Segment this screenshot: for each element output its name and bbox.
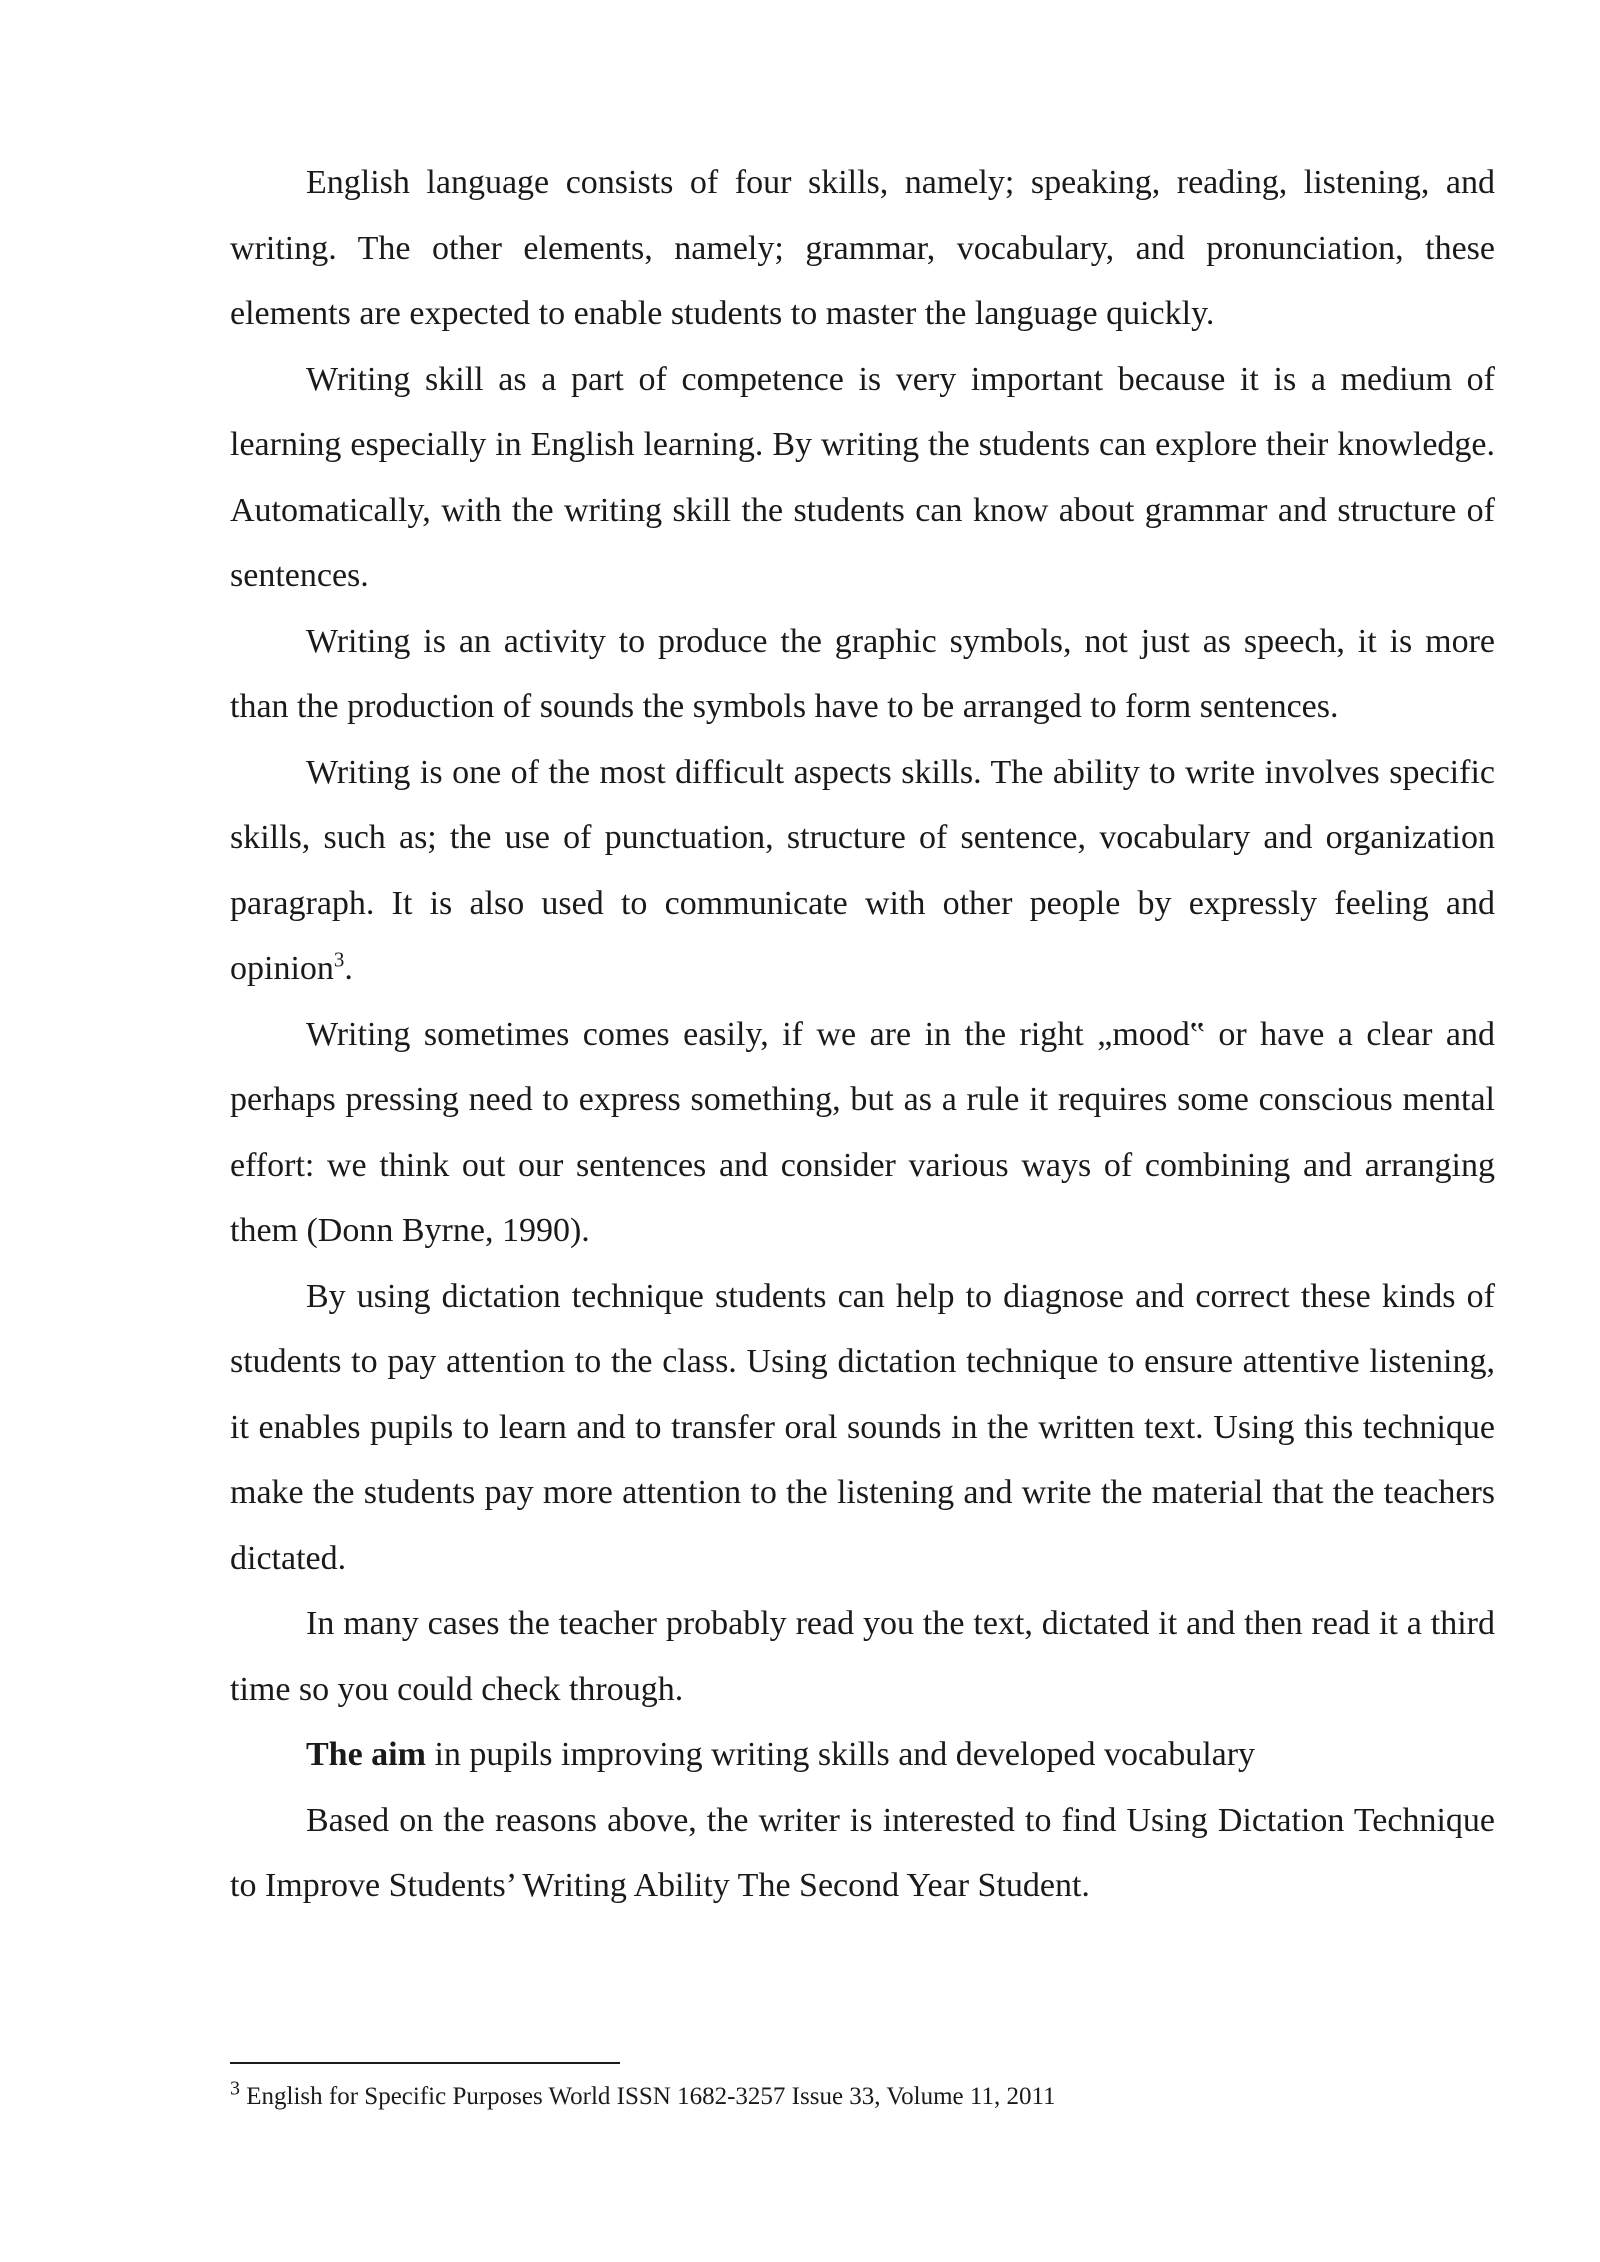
- footnote: [230, 2077, 1495, 2114]
- paragraph-8: [230, 1722, 1495, 1788]
- paragraph-1: English language consists of four skills, namely; speaking, reading, listening, and writing. The other elements, namely; grammar, vocabulary, and pronunciation, these elements are expected to enable students to master the language quickly.: [230, 164, 1495, 332]
- footnote-text: English for Specific Purposes World ISSN 1682-3257 Issue 33, Volume 11, 2011: [240, 2083, 1056, 2110]
- aim-text: in pupils improving writing skills and developed vocabulary: [425, 1736, 1256, 1773]
- paragraph-6: By using dictation technique students can help to diagnose and correct these kinds of students to pay attention to the class. Using dictation technique to ensure attentive listening, it enables pupils to learn and to transfer oral sounds in the written text. Using this technique make the students pay more attention to the listening and write the material that the teachers dictated.: [230, 1277, 1495, 1577]
- paragraph-7: In many cases the teacher probably read you the text, dictated it and then read it a third time so you could check through.: [230, 1605, 1495, 1708]
- footnote-separator: [230, 2062, 620, 2064]
- paragraph-5: Writing sometimes comes easily, if we are in the right „mood‟ or have a clear and perhaps pressing need to express something, but as a rule it requires some conscious mental effort: we think out our sentences and consider various ways of combining and arranging them (Donn Byrne, 1990).: [230, 1015, 1495, 1249]
- footnote-number: 3: [230, 2077, 240, 2100]
- paragraph-3: Writing is an activity to produce the graphic symbols, not just as speech, it is more than the production of sounds the symbols have to be arranged to form sentences.: [230, 622, 1495, 725]
- paragraph-9: Based on the reasons above, the writer is interested to find Using Dictation Technique to Improve Students’ Writing Ability The Second Year Student.: [230, 1801, 1495, 1904]
- footnote-reference: 3: [333, 947, 345, 972]
- aim-label: The aim: [306, 1736, 426, 1773]
- paragraph-4-text: Writing is one of the most difficult aspects skills. The ability to write involves specific skills, such as; the use of punctuation, structure of sentence, vocabulary and organization paragraph. It is also used to communicate with other people by expressly feeling and opinion: [230, 753, 1495, 987]
- paragraph-2: Writing skill as a part of competence is very important because it is a medium of learning especially in English learning. By writing the students can explore their knowledge. Automatically, with the writing skill the students can know about grammar and structure of sentences.: [230, 360, 1495, 594]
- paragraph-4-end: .: [344, 950, 353, 987]
- body-text: [230, 150, 1495, 1919]
- paragraph-4: [230, 740, 1495, 1002]
